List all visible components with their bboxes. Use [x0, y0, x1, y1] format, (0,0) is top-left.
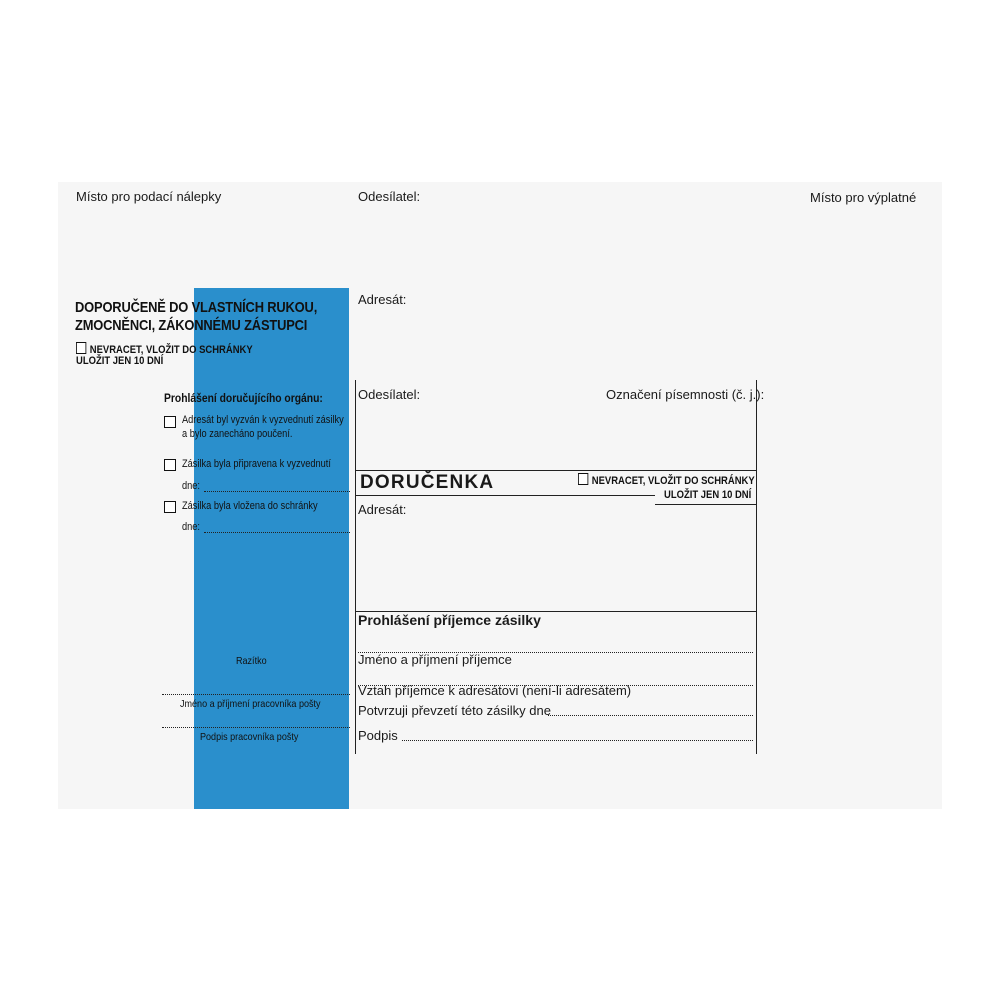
- slip-title-bottom-line: [355, 495, 655, 496]
- worker-name-label: Jméno a příjmení pracovníka pošty: [180, 698, 321, 710]
- worker-sign-label: Podpis pracovníka pošty: [200, 731, 299, 743]
- option-3-checkbox[interactable]: [164, 501, 176, 513]
- option-1-checkbox[interactable]: [164, 416, 176, 428]
- slip-sender-label: Odesílatel:: [358, 387, 421, 402]
- slip-title-top-line: [355, 470, 757, 471]
- sender-label: Odesílatel:: [358, 189, 421, 204]
- confirm-date-line[interactable]: [548, 715, 753, 716]
- option-3-line1: Zásilka byla vložena do schránky: [182, 500, 318, 512]
- stamp-label: Razítko: [236, 655, 267, 667]
- declaration-title: Prohlášení doručujícího orgánu:: [164, 391, 323, 405]
- relation-label: Vztah příjemce k adresátovi (není-li adresátem): [358, 683, 632, 698]
- postage-place-label: Místo pro výplatné: [810, 190, 917, 205]
- delivery-title-line2: ZMOCNĚNCI, ZÁKONNÉMU ZÁSTUPCI: [75, 317, 308, 334]
- no-return-option: [76, 342, 253, 356]
- slip-store-days-line: [655, 504, 757, 505]
- slip-no-return-option: [578, 473, 755, 487]
- option-2-checkbox[interactable]: [164, 459, 176, 471]
- signature-label: Podpis: [358, 728, 398, 743]
- slip-addressee-label: Adresát:: [358, 502, 407, 517]
- addressee-label: Adresát:: [358, 292, 407, 307]
- confirm-label: Potvrzuji převzetí této zásilky dne: [358, 703, 551, 718]
- option-3-date-label: dne:: [182, 521, 200, 533]
- recipient-name-label: Jméno a příjmení příjemce: [358, 652, 512, 667]
- option-3-date-line[interactable]: [204, 532, 350, 533]
- option-1-checkbox-wrap: [164, 414, 180, 432]
- slip-no-return-checkbox[interactable]: [578, 473, 588, 485]
- delivery-title-line1: DOPORUČENĚ DO VLASTNÍCH RUKOU,: [75, 299, 318, 316]
- slip-store-days-label: ULOŽIT JEN 10 DNÍ: [664, 489, 752, 501]
- option-1-line1: Adresát byl vyzván k vyzvednutí zásilky: [182, 414, 344, 426]
- worker-name-line[interactable]: [162, 694, 350, 695]
- doc-ref-label: Označení písemnosti (č. j.):: [606, 387, 765, 402]
- no-return-checkbox[interactable]: [76, 342, 86, 354]
- signature-line[interactable]: [402, 740, 753, 741]
- option-2-line1: Zásilka byla připravena k vyzvednutí: [182, 458, 331, 470]
- no-return-label: NEVRACET, VLOŽIT DO SCHRÁNKY: [89, 344, 253, 356]
- envelope-sheet: [58, 182, 942, 809]
- stamp-place-label: Místo pro podací nálepky: [76, 189, 222, 204]
- option-1-line2: a bylo zanecháno poučení.: [182, 428, 293, 440]
- slip-right-border: [756, 380, 757, 754]
- worker-sign-line[interactable]: [162, 727, 350, 728]
- slip-left-border: [355, 380, 356, 754]
- slip-no-return-label: NEVRACET, VLOŽIT DO SCHRÁNKY: [591, 475, 755, 487]
- recipient-declaration-title: Prohlášení příjemce zásilky: [358, 612, 541, 628]
- option-3-checkbox-wrap: [164, 499, 180, 517]
- option-2-date-label: dne:: [182, 480, 200, 492]
- option-2-checkbox-wrap: [164, 457, 180, 475]
- store-days-label: ULOŽIT JEN 10 DNÍ: [76, 355, 164, 367]
- option-2-date-line[interactable]: [204, 491, 350, 492]
- slip-title: DORUČENKA: [360, 472, 495, 493]
